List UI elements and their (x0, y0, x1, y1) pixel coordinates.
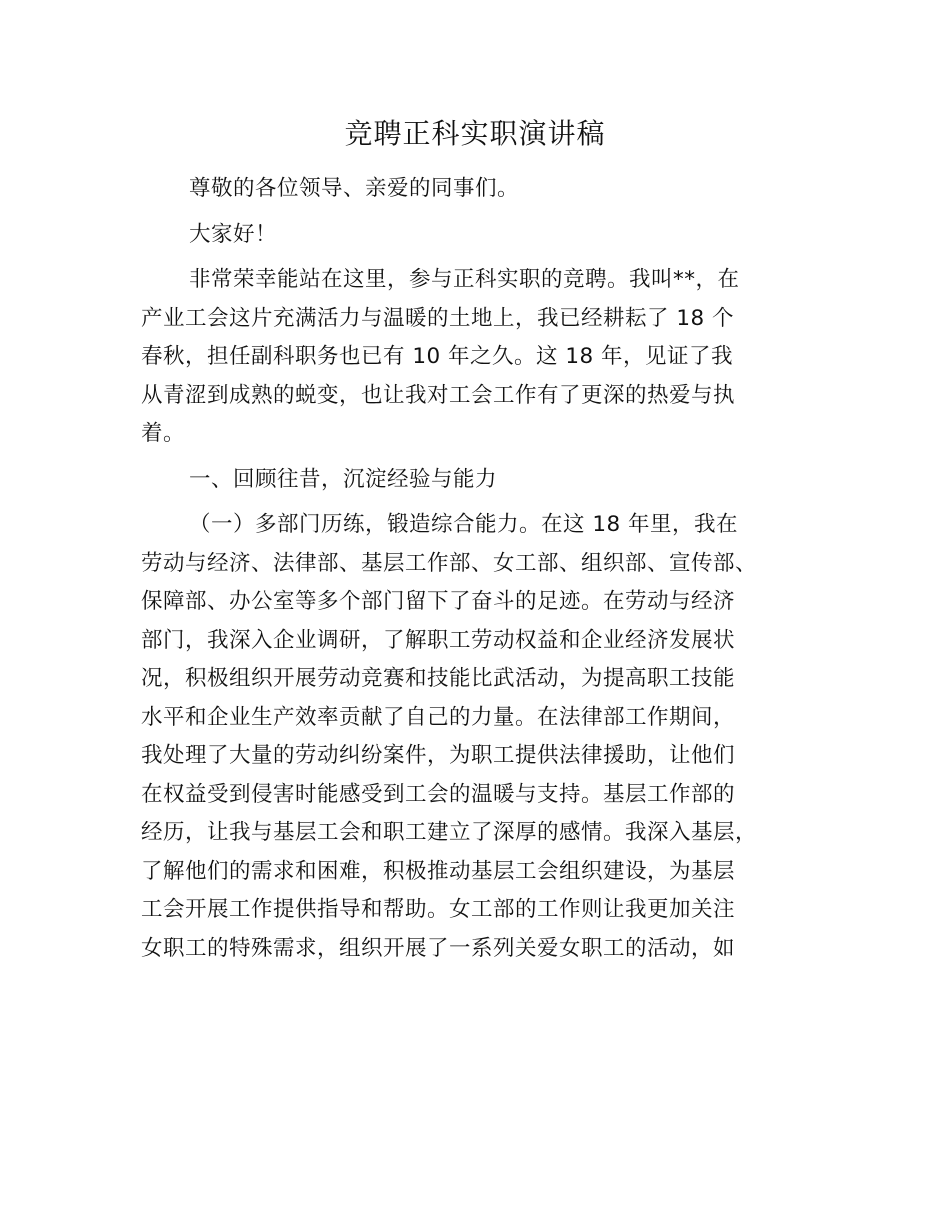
text-line: 部门，我深入企业调研，了解职工劳动权益和企业经济发展状 (141, 627, 736, 653)
text-line: 女职工的特殊需求，组织开展了一系列关爱女职工的活动，如 (141, 935, 736, 961)
text-line: 工会开展工作提供指导和帮助。女工部的工作则让我更加关注 (141, 897, 736, 922)
text-line: 尊敬的各位领导、亲爱的同事们。 (189, 176, 520, 201)
text-line: 保障部、办公室等多个部门留下了奋斗的足迹。在劳动与经济 (141, 589, 736, 614)
text-line: 着。 (141, 421, 186, 446)
text-line: 从青涩到成熟的蜕变，也让我对工会工作有了更深的热爱与执 (141, 382, 736, 408)
text-line: 在权益受到侵害时能感受到工会的温暖与支持。基层工作部的 (141, 781, 736, 807)
text-line: 劳动与经济、法律部、基层工作部、女工部、组织部、宣传部、 (141, 550, 758, 576)
text-line: 一、回顾往昔，沉淀经验与能力 (189, 466, 498, 492)
text-line: （一）多部门历练，锻造综合能力。在这 18 年里，我在 (189, 512, 739, 537)
body-paragraph (141, 506, 831, 968)
text-line: 大家好！ (189, 221, 278, 247)
text-line: 春秋，担任副科职务也已有 10 年之久。这 18 年，见证了我 (141, 344, 734, 369)
text-line: 经历，让我与基层工会和职工建立了深厚的感情。我深入基层， (141, 820, 758, 845)
intro-paragraph (141, 261, 831, 454)
text-line: 产业工会这片充满活力与温暖的土地上，我已经耕耘了 18 个 (141, 305, 735, 331)
text-line: 水平和企业生产效率贡献了自己的力量。在法律部工作期间， (141, 704, 736, 730)
document-title: 竞聘正科实职演讲稿 (344, 117, 606, 150)
text-line: 非常荣幸能站在这里，参与正科实职的竞聘。我叫**，在 (189, 267, 740, 292)
text-line: 况，积极组织开展劳动竞赛和技能比武活动，为提高职工技能 (141, 666, 736, 691)
text-line: 了解他们的需求和困难，积极推动基层工会组织建设，为基层 (141, 858, 736, 884)
greeting-paragraph (141, 216, 831, 255)
salutation-paragraph (141, 170, 831, 209)
document-body (141, 170, 831, 975)
text-line: 我处理了大量的劳动纠纷案件，为职工提供法律援助，让他们 (141, 743, 736, 768)
section-heading (141, 461, 831, 500)
